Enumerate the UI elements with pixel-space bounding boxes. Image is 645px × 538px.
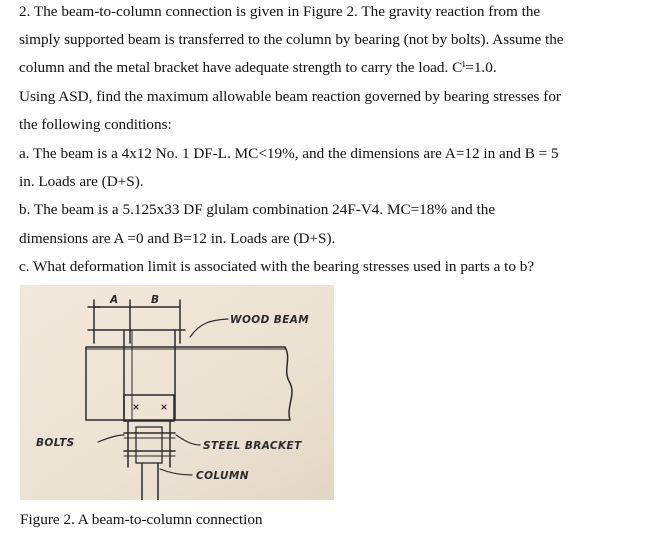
- label-bolts: BOLTS: [36, 437, 75, 449]
- figure-caption: Figure 2. A beam-to-column connection: [20, 511, 263, 528]
- problem-line-10: c. What deformation limit is associated with the bearing stresses used in parts a to b?: [19, 258, 535, 275]
- problem-line-5: the following conditions:: [19, 116, 172, 133]
- label-steel-bracket: STEEL BRACKET: [203, 440, 302, 452]
- problem-line-9: dimensions are A =0 and B=12 in. Loads are (D+S).: [19, 230, 336, 247]
- problem-line-3: column and the metal bracket have adequate strength to carry the load. Cⁱ=1.0.: [19, 59, 497, 76]
- problem-line-1: 2. The beam-to-column connection is given in Figure 2. The gravity reaction from the: [19, 3, 541, 20]
- label-column: COLUMN: [196, 470, 249, 482]
- figure-connection-photo: [20, 285, 334, 500]
- problem-line-4: Using ASD, find the maximum allowable beam reaction governed by bearing stresses for: [19, 88, 561, 105]
- label-b: B: [151, 294, 160, 306]
- connection-drawing: [20, 285, 334, 500]
- problem-line-8: b. The beam is a 5.125x33 DF glulam combination 24F-V4. MC=18% and the: [19, 201, 496, 218]
- problem-line-7: in. Loads are (D+S).: [19, 173, 144, 190]
- problem-line-2: simply supported beam is transferred to the column by bearing (not by bolts). Assume the: [19, 31, 564, 48]
- label-wood-beam: WOOD BEAM: [230, 314, 310, 326]
- label-a: A: [110, 294, 119, 306]
- problem-line-6: a. The beam is a 4x12 No. 1 DF-L. MC<19%, and the dimensions are A=12 in and B = 5: [19, 145, 559, 162]
